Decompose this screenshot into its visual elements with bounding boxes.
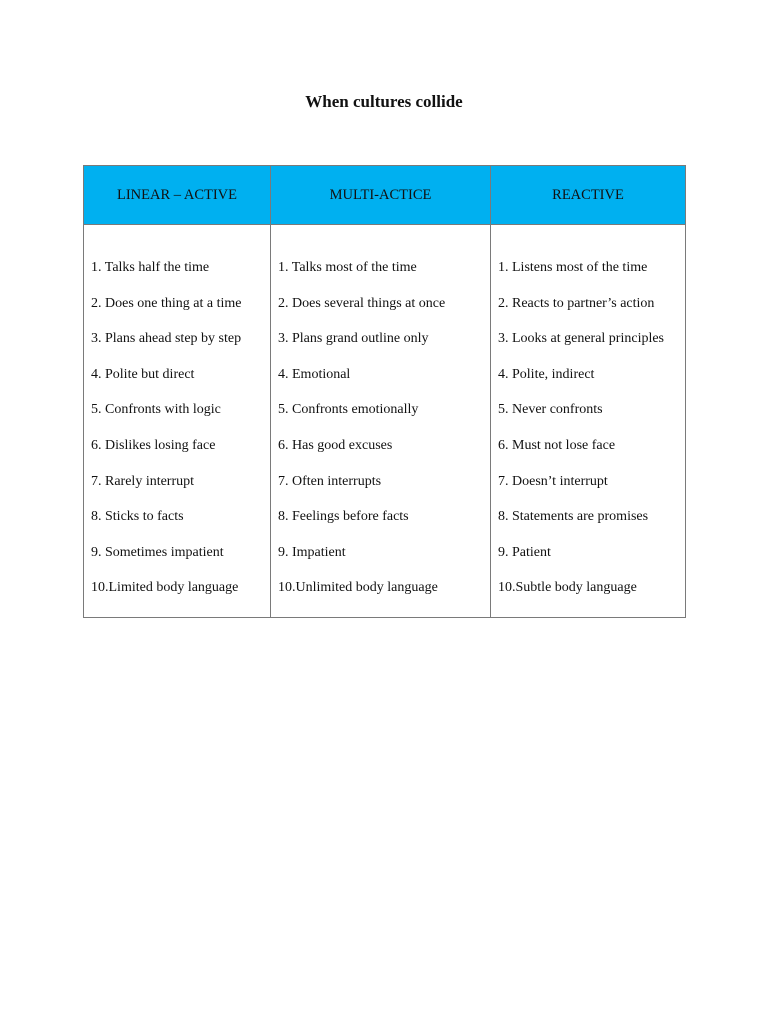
column-header-multi-active: MULTI-ACTICE [271, 166, 491, 225]
culture-comparison-table [83, 165, 686, 618]
reactive-list [498, 259, 685, 597]
list-item: 3. Looks at general principles [498, 331, 665, 347]
list-item: 8. Statements are promises [498, 509, 649, 525]
list-item: 9. Sometimes impatient [91, 544, 224, 560]
list-item: 10.Limited body language [91, 580, 239, 596]
column-header-reactive: REACTIVE [491, 166, 686, 225]
list-item: 9. Patient [498, 544, 551, 560]
list-item: 6. Must not lose face [498, 437, 616, 453]
multi-active-list [278, 259, 490, 597]
linear-active-list [91, 259, 270, 597]
column-header-linear-active: LINEAR – ACTIVE [84, 166, 271, 225]
column-cell-linear-active [84, 225, 271, 618]
list-item: 7. Doesn’t interrupt [498, 473, 608, 489]
table-body-row [84, 225, 686, 618]
list-item: 1. Listens most of the time [498, 260, 648, 275]
list-item: 3. Plans ahead step by step [91, 331, 242, 347]
table-header-row [84, 166, 686, 225]
list-item: 5. Confronts emotionally [278, 402, 419, 418]
list-item: 6. Dislikes losing face [91, 437, 216, 453]
list-item: 7. Rarely interrupt [91, 473, 195, 489]
list-item: 2. Reacts to partner’s action [498, 295, 655, 311]
page-title: When cultures collide [305, 92, 463, 111]
list-item: 2. Does one thing at a time [91, 295, 242, 311]
list-item: 1. Talks most of the time [278, 260, 417, 275]
list-item: 5. Never confronts [498, 402, 603, 418]
list-item: 3. Plans grand outline only [278, 331, 429, 347]
list-item: 8. Sticks to facts [91, 509, 184, 525]
column-cell-reactive [491, 225, 686, 618]
list-item: 4. Emotional [278, 366, 351, 382]
list-item: 1. Talks half the time [91, 260, 210, 275]
list-item: 4. Polite but direct [91, 366, 195, 382]
list-item: 6. Has good excuses [278, 437, 393, 453]
list-item: 2. Does several things at once [278, 295, 446, 311]
list-item: 9. Impatient [278, 544, 346, 560]
list-item: 7. Often interrupts [278, 473, 382, 489]
list-item: 5. Confronts with logic [91, 402, 221, 418]
list-item: 4. Polite, indirect [498, 366, 595, 382]
list-item: 8. Feelings before facts [278, 509, 409, 525]
column-cell-multi-active [271, 225, 491, 618]
list-item: 10.Unlimited body language [278, 580, 438, 596]
list-item: 10.Subtle body language [498, 580, 637, 596]
